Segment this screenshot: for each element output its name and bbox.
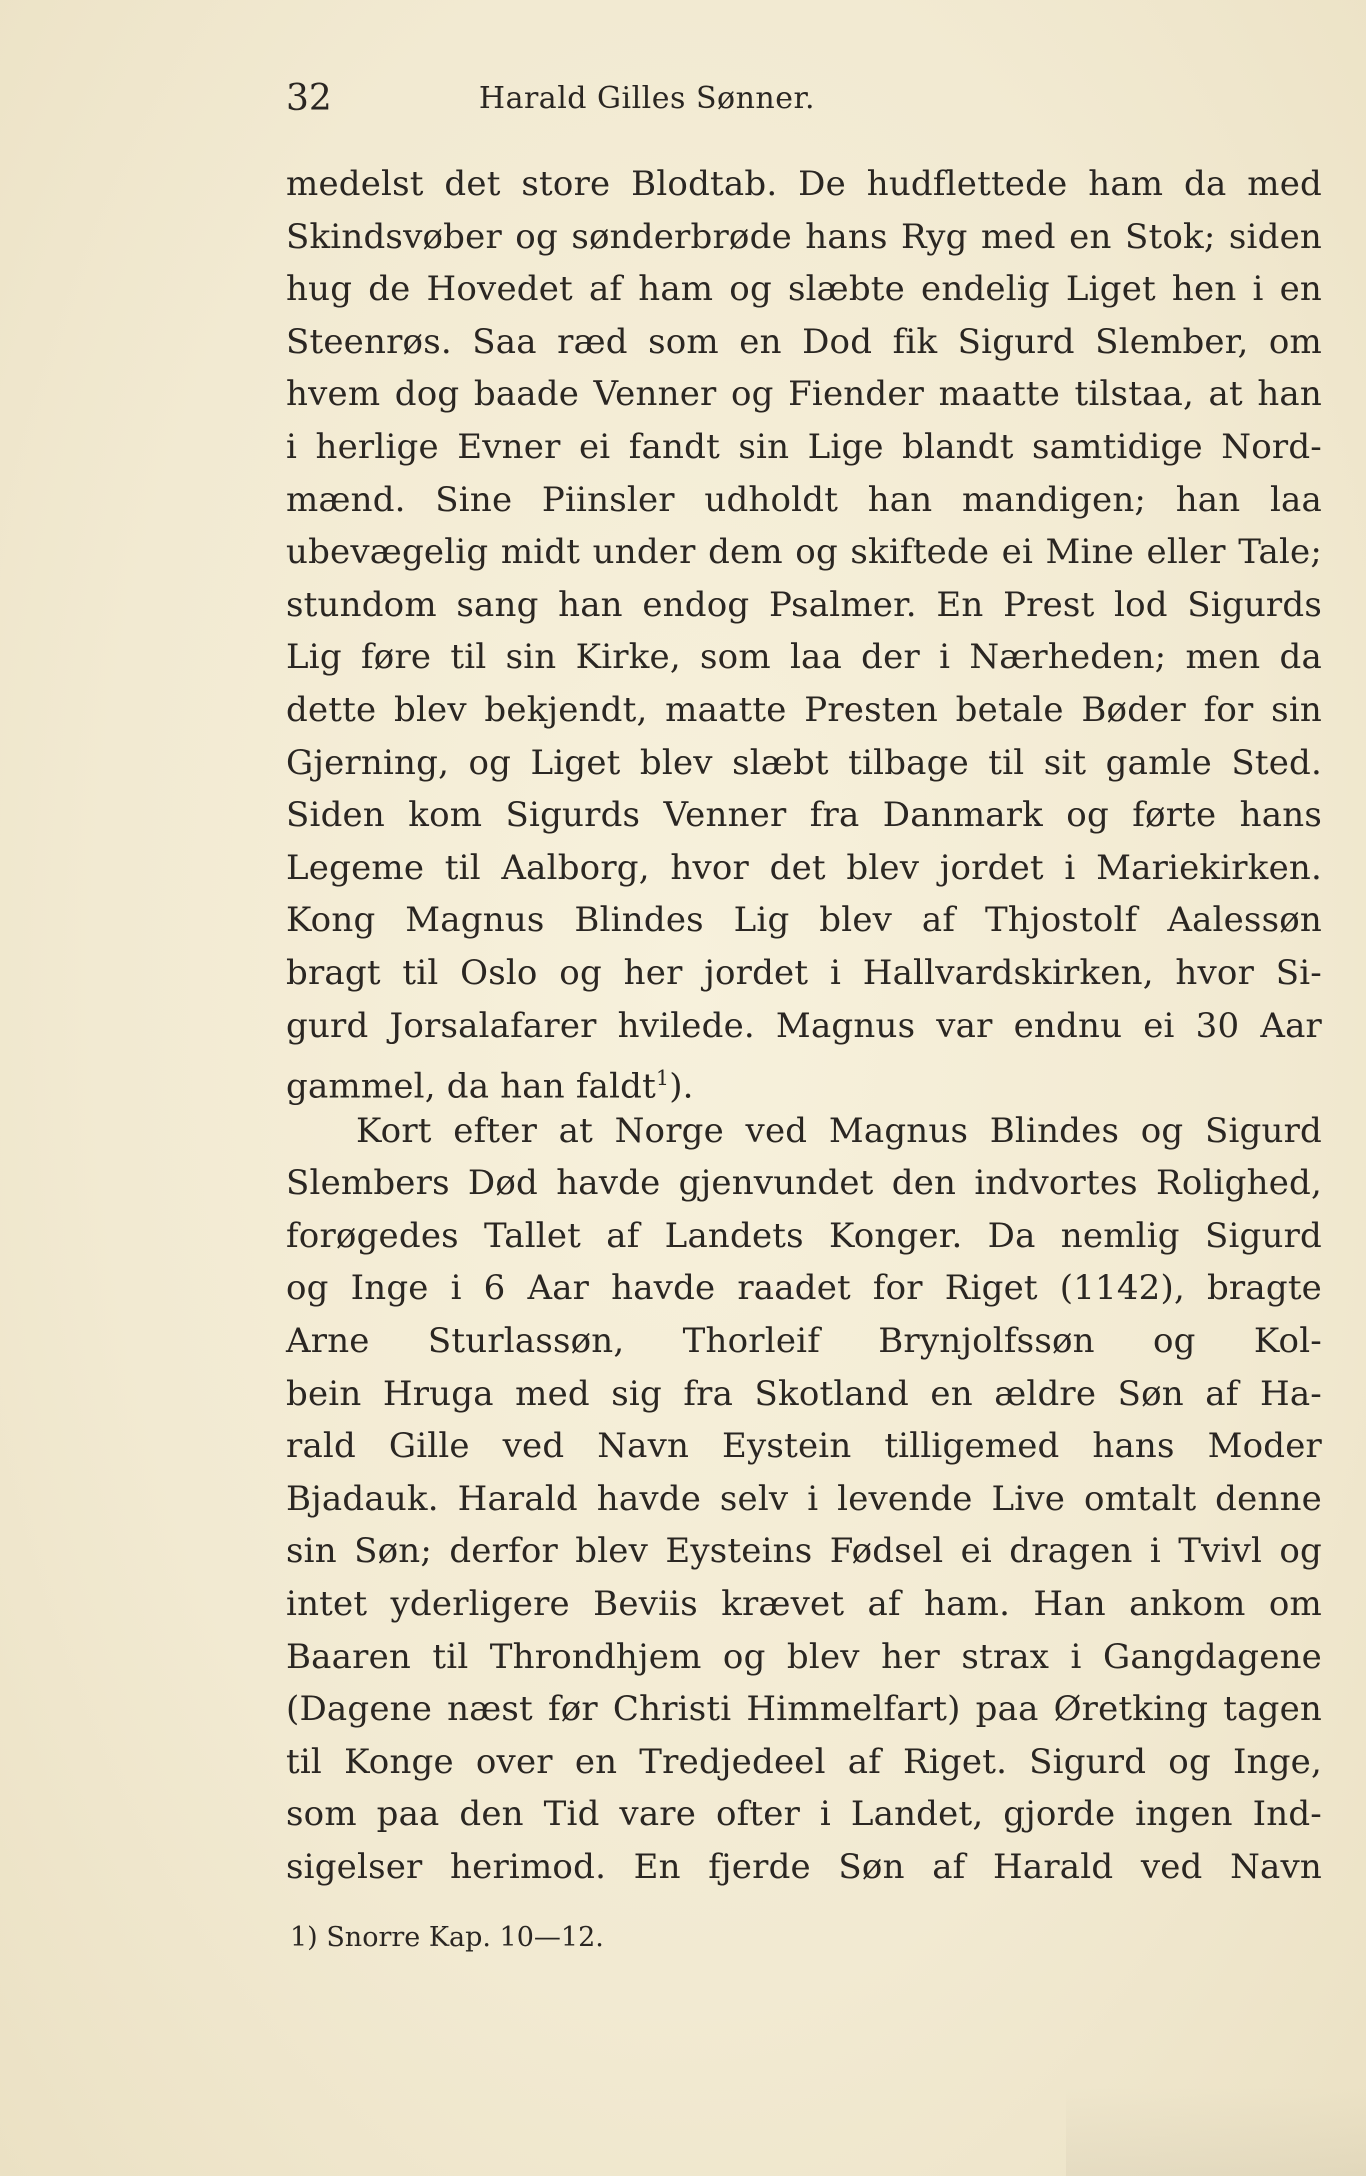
footnote-text: Snorre Kap. 10—12. <box>326 1922 604 1953</box>
page-edge-shadow <box>1066 2086 1366 2176</box>
text-line: Legeme til Aalborg, hvor det blev jordet i Mariekirken. <box>286 847 1322 888</box>
text-line: Arne Sturlassøn, Thorleif Brynjolfssøn og Kol- <box>286 1321 1322 1362</box>
text-line: Lig føre til sin Kirke, som laa der i Nærheden; men da <box>286 637 1322 678</box>
text-line: hug de Hovedet af ham og slæbte endelig Liget hen i en <box>286 269 1322 310</box>
text-line: Gjerning, og Liget blev slæbt tilbage til sit gamle Sted. <box>286 742 1322 783</box>
text-line: hvem dog baade Venner og Fiender maatte tilstaa, at han <box>286 374 1322 415</box>
text-line-segment: gammel, da han faldt <box>286 1066 656 1107</box>
text-line: Skindsvøber og sønderbrøde hans Ryg med en Stok; siden <box>286 216 1322 257</box>
body-text <box>286 158 1322 1894</box>
text-line: gurd Jorsalafarer hvilede. Magnus var endnu ei 30 Aar <box>286 1005 1322 1046</box>
text-line: rald Gille ved Navn Eystein tilligemed hans Moder <box>286 1426 1322 1467</box>
text-line: i herlige Evner ei fandt sin Lige blandt samtidige Nord- <box>286 426 1322 467</box>
text-line: Siden kom Sigurds Venner fra Danmark og førte hans <box>286 795 1322 836</box>
text-line: Slembers Død havde gjenvundet den indvortes Rolighed, <box>286 1163 1322 1204</box>
text-line: Baaren til Throndhjem og blev her strax i Gangdagene <box>286 1636 1322 1677</box>
text-line: mænd. Sine Piinsler udholdt han mandigen; han laa <box>286 479 1322 520</box>
text-line: (Dagene næst før Christi Himmelfart) paa Øretking tagen <box>286 1689 1322 1730</box>
text-line: bein Hruga med sig fra Skotland en ældre Søn af Ha- <box>286 1373 1322 1414</box>
running-title: Harald Gilles Sønner. <box>478 81 816 116</box>
paragraph-2 <box>286 1105 1322 1894</box>
text-line: til Konge over en Tredjedeel af Riget. Sigurd og Inge, <box>286 1741 1322 1782</box>
text-line: som paa den Tid vare ofter i Landet, gjorde ingen Ind- <box>286 1794 1322 1835</box>
footnote-marker: 1) <box>290 1922 318 1953</box>
page-header <box>286 74 1008 124</box>
text-line: sin Søn; derfor blev Eysteins Fødsel ei dragen i Tvivl og <box>286 1531 1322 1572</box>
text-line: Steenrøs. Saa ræd som en Dod fik Sigurd Slember, om <box>286 321 1322 362</box>
text-line: dette blev bekjendt, maatte Presten betale Bøder for sin <box>286 689 1322 730</box>
text-line: bragt til Oslo og her jordet i Hallvardskirken, hvor Si- <box>286 952 1322 993</box>
text-line: stundom sang han endog Psalmer. En Prest lod Sigurds <box>286 584 1322 625</box>
text-line-segment: ). <box>669 1066 694 1107</box>
text-line: intet yderligere Beviis krævet af ham. Han ankom om <box>286 1584 1322 1625</box>
text-line: forøgedes Tallet af Landets Konger. Da nemlig Sigurd <box>286 1215 1322 1256</box>
footnote-reference: 1 <box>656 1066 670 1091</box>
text-line: Kort efter at Norge ved Magnus Blindes og Sigurd <box>356 1110 1322 1151</box>
text-line: medelst det store Blodtab. De hudflettede ham da med <box>286 164 1322 204</box>
text-line: ubevægelig midt under dem og skiftede ei Mine eller Tale; <box>286 532 1322 573</box>
text-line: og Inge i 6 Aar havde raadet for Riget (1142), bragte <box>286 1268 1322 1309</box>
text-line <box>286 1052 1322 1105</box>
footnote <box>290 1918 604 1958</box>
text-line: Kong Magnus Blindes Lig blev af Thjostolf Aalessøn <box>286 900 1322 941</box>
text-line: Bjadauk. Harald havde selv i levende Live omtalt denne <box>286 1478 1322 1519</box>
page-number: 32 <box>286 78 332 119</box>
paragraph-1 <box>286 158 1322 1105</box>
text-line: sigelser herimod. En fjerde Søn af Harald ved Navn <box>286 1847 1322 1887</box>
